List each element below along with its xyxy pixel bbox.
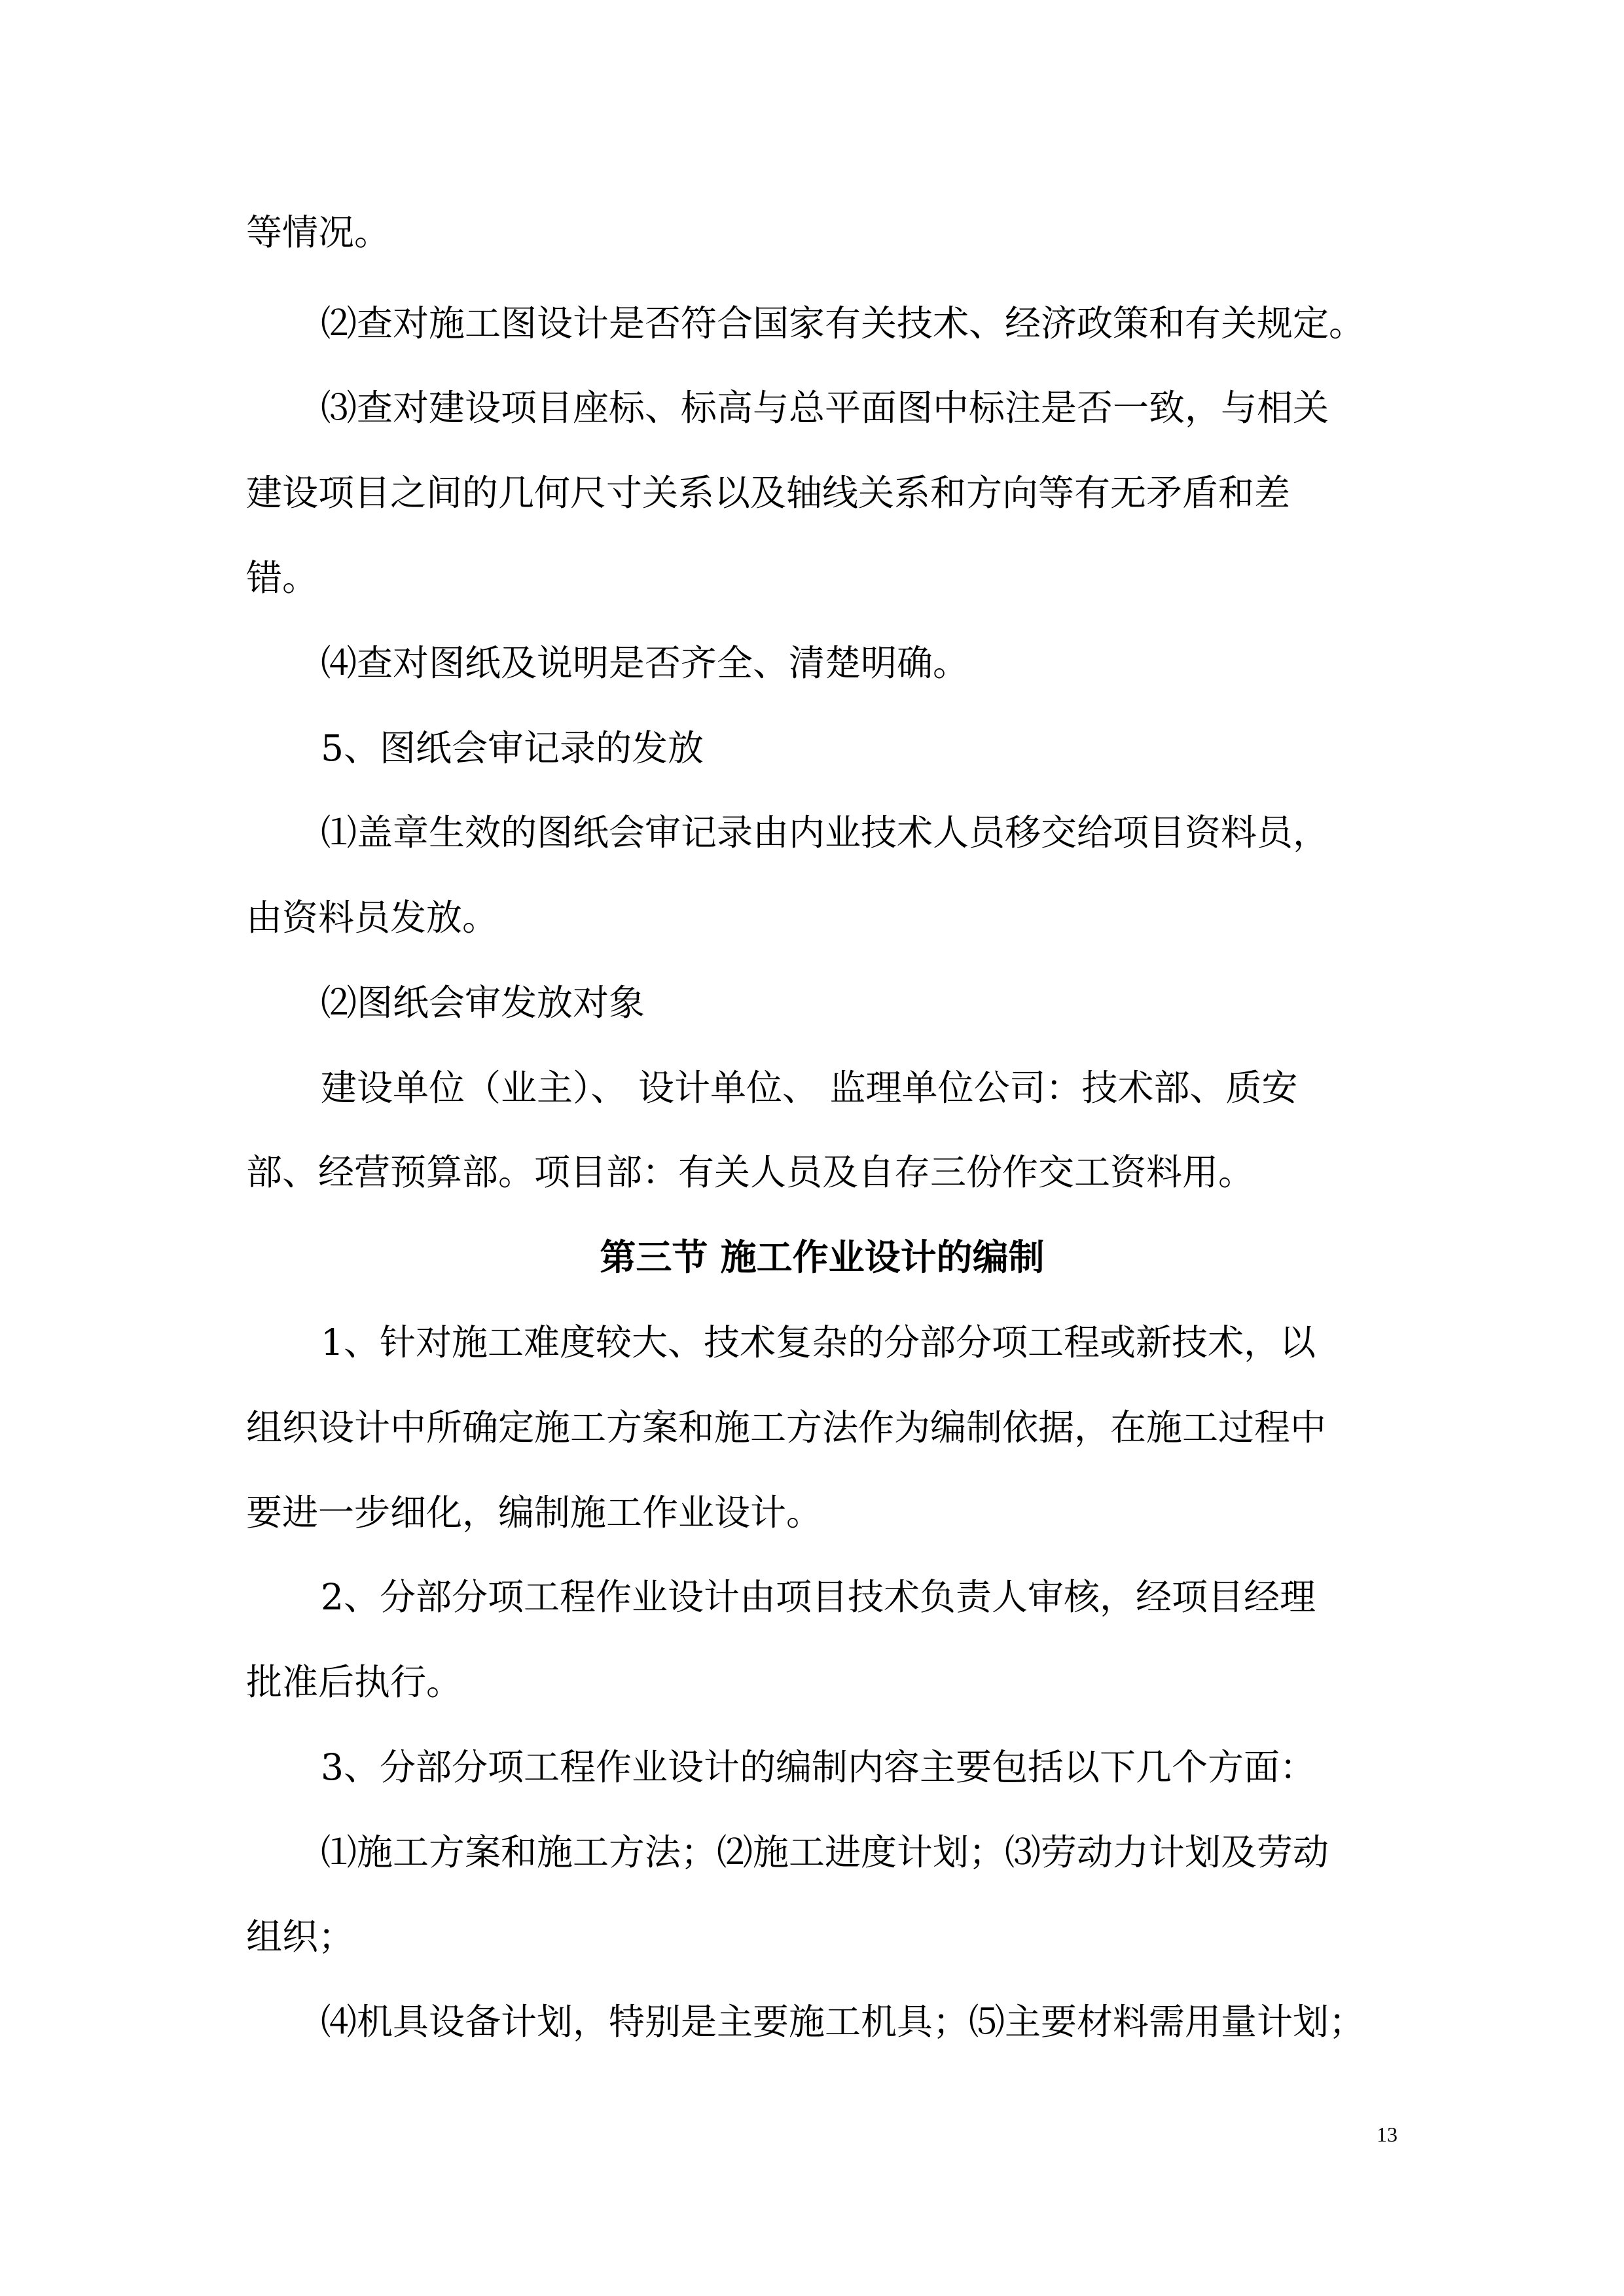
text-line: ⑶查对建设项目座标、标高与总平面图中标注是否一致，与相关 [321,387,1329,429]
page-number: 13 [1377,2123,1398,2146]
text-line: 组织； [246,1916,355,1958]
text-line: ⑴盖章生效的图纸会审记录由内业技术人员移交给项目资料员， [321,812,1329,853]
text-line: 要进一步细化，编制施工作业设计。 [246,1492,823,1534]
text-line: 建设单位（业主）、 设计单位、 监理单位公司：技术部、质安 [321,1067,1298,1109]
text-line: 等情况。 [246,211,391,253]
text-line: 建设项目之间的几何尺寸关系以及轴线关系和方向等有无矛盾和差 [246,472,1291,514]
text-line: 5、图纸会审记录的发放 [321,727,704,769]
text-line: ⑷机具设备计划，特别是主要施工机具；⑸主要材料需用量计划； [321,2001,1365,2043]
text-line: ⑷查对图纸及说明是否齐全、清楚明确。 [321,642,969,684]
text-line: 3、分部分项工程作业设计的编制内容主要包括以下几个方面： [321,1746,1316,1788]
text-line: ⑵图纸会审发放对象 [321,982,645,1024]
text-line: 批准后执行。 [246,1661,463,1703]
text-line: ⑴施工方案和施工方法；⑵施工进度计划；⑶劳动力计划及劳动 [321,1831,1329,1873]
text-line: 由资料员发放。 [246,897,499,939]
text-line: 错。 [246,557,319,599]
text-line: ⑵查对施工图设计是否符合国家有关技术、经济政策和有关规定。 [321,302,1365,344]
text-line: 1、针对施工难度较大、技术复杂的分部分项工程或新技术，以 [321,1321,1316,1363]
text-line: 组织设计中所确定施工方案和施工方法作为编制依据，在施工过程中 [246,1407,1327,1448]
section-heading: 第三节 施工作业设计的编制 [600,1236,1045,1278]
text-line: 部、经营预算部。项目部：有关人员及自存三份作交工资料用。 [246,1151,1255,1193]
text-line: 2、分部分项工程作业设计由项目技术负责人审核，经项目经理 [321,1576,1316,1618]
